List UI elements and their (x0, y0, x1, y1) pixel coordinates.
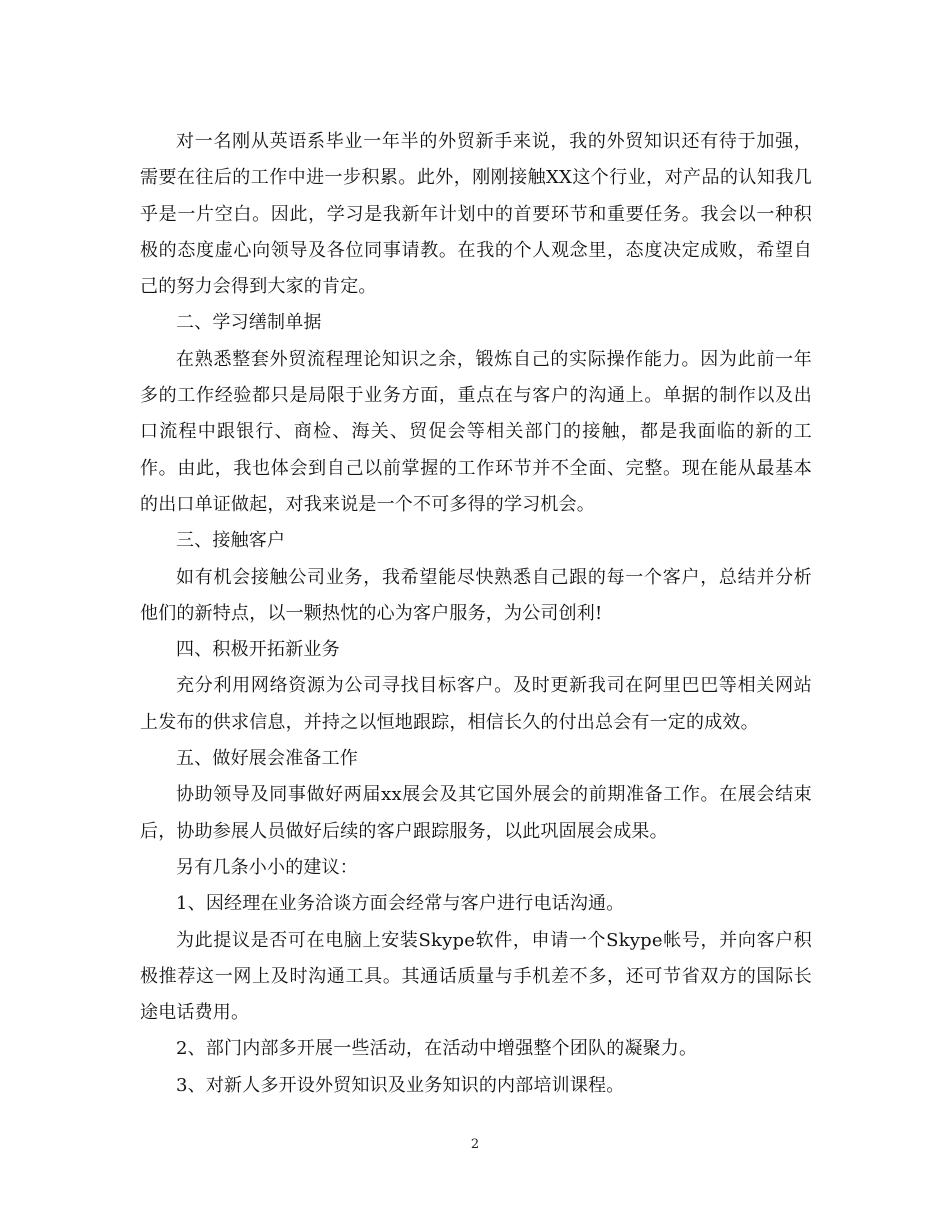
paragraph-exhibitions: 协助领导及同事做好两届xx展会及其它国外展会的前期准备工作。在展会结束后，协助参展人员做好后续的客户跟踪服务，以此巩固展会成果。 (140, 784, 812, 842)
section-heading-new-business: 四、积极开拓新业务 (176, 639, 340, 661)
document-body (140, 124, 812, 1104)
paragraph-documents: 在熟悉整套外贸流程理论知识之余，锻炼自己的实际操作能力。因为此前一年多的工作经验都只是局限于业务方面，重点在与客户的沟通上。单据的制作以及出口流程中跟银行、商检、海关、贸促会等相关部门的接触，都是我面临的新的工作。由此，我也体会到自己以前掌握的工作环节并不全面、完整。现在能从最基本的出口单证做起，对我来说是一个不可多得的学习机会。 (140, 348, 812, 515)
paragraph-new-business: 充分利用网络资源为公司寻找目标客户。及时更新我司在阿里巴巴等相关网站上发布的供求信息，并持之以恒地跟踪，相信长久的付出总会有一定的成效。 (140, 675, 812, 733)
page-number: 2 (470, 1137, 480, 1152)
suggestion-3: 3、对新人多开设外贸知识及业务知识的内部培训课程。 (176, 1074, 625, 1096)
section-heading-customers: 三、接触客户 (176, 530, 286, 552)
paragraph-customers: 如有机会接触公司业务，我希望能尽快熟悉自己跟的每一个客户，总结并分析他们的新特点，以一颗热忱的心为客户服务，为公司创利! (140, 566, 812, 624)
suggestion-1-detail: 为此提议是否可在电脑上安装Skype软件，申请一个Skype帐号，并向客户积极推荐这一网上及时沟通工具。其通话质量与手机差不多，还可节省双方的国际长途电话费用。 (140, 929, 812, 1024)
section-heading-exhibitions: 五、做好展会准备工作 (176, 748, 358, 770)
paragraph-learning-intro: 对一名刚从英语系毕业一年半的外贸新手来说，我的外贸知识还有待于加强，需要在往后的工作中进一步积累。此外，刚刚接触XX这个行业，对产品的认知我几乎是一片空白。因此，学习是我新年计划中的首要环节和重要任务。我会以一种积极的态度虚心向领导及各位同事请教。在我的个人观念里，态度决定成败，希望自己的努力会得到大家的肯定。 (140, 131, 812, 298)
suggestions-intro: 另有几条小小的建议： (176, 856, 358, 878)
suggestion-2: 2、部门内部多开展一些活动，在活动中增强整个团队的凝聚力。 (176, 1038, 698, 1060)
section-heading-documents: 二、学习缮制单据 (176, 312, 322, 334)
suggestion-1: 1、因经理在业务洽谈方面会经常与客户进行电话沟通。 (176, 893, 625, 915)
